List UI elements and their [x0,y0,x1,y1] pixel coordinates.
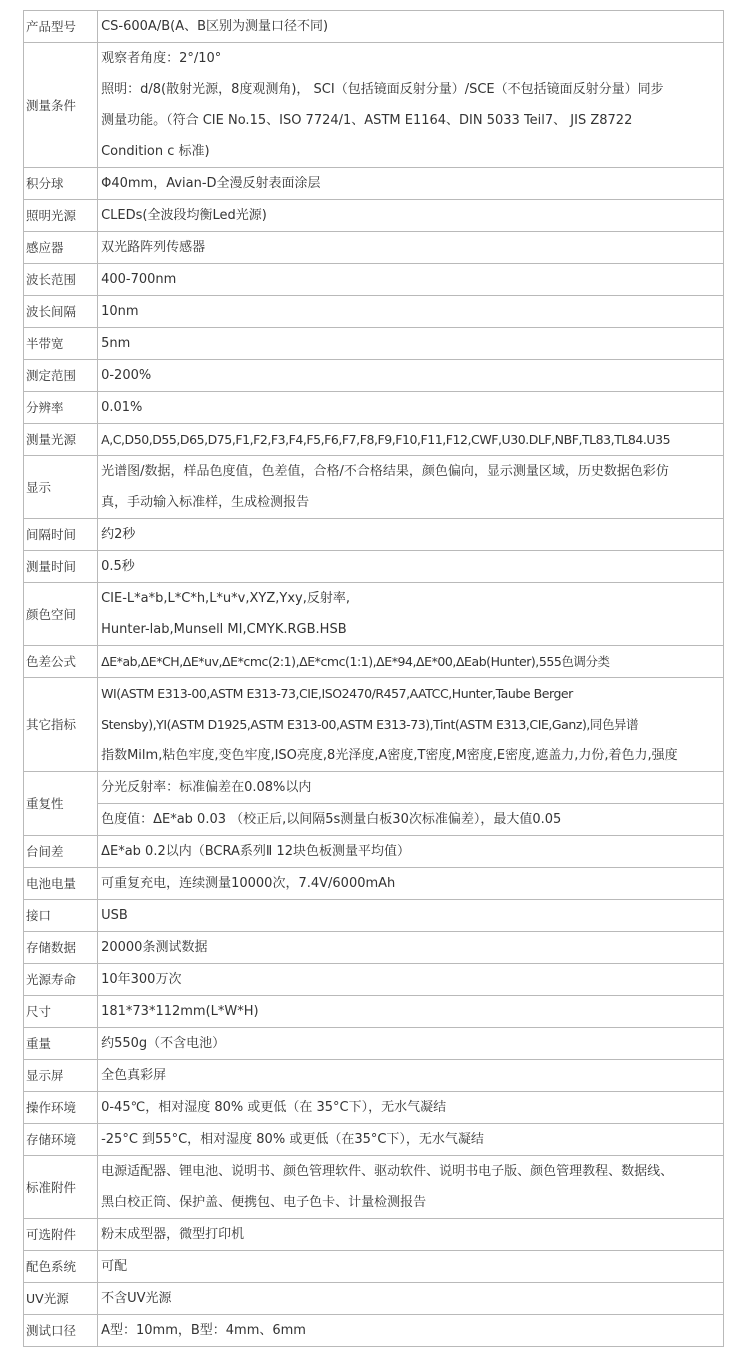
spec-value-line: Φ40mm，Avian-D全漫反射表面涂层 [101,176,321,191]
spec-value-line: 181*73*112mm(L*W*H) [101,1004,259,1019]
spec-label: 标准附件 [24,1156,98,1219]
spec-value-line: 0-45℃，相对湿度 80% 或更低（在 35°C下），无水气凝结 [101,1100,447,1115]
spec-label: 测量光源 [24,424,98,456]
spec-row [24,900,724,932]
spec-value-line: CS-600A/B(A、B区别为测量口径不同) [101,19,329,34]
spec-label: 半带宽 [24,328,98,360]
spec-value-line: 双光路阵列传感器 [101,240,206,255]
spec-label: 可选附件 [24,1219,98,1251]
spec-row [24,836,724,868]
spec-value [98,424,724,456]
spec-value [98,900,724,932]
spec-value [98,1219,724,1251]
spec-row [24,932,724,964]
spec-value-line: 光谱图/数据，样品色度值，色差值，合格/不合格结果，颜色偏向，显示测量区域，历史数据色彩仿 [101,464,669,479]
spec-value-line: 不含UV光源 [101,1291,172,1306]
spec-label: 存储环境 [24,1124,98,1156]
spec-value-line: 10nm [101,304,139,319]
spec-value [98,1251,724,1283]
spec-table [23,10,724,1347]
spec-value [98,1092,724,1124]
spec-label: 测试口径 [24,1315,98,1347]
spec-value-line: 约2秒 [101,527,136,542]
spec-value-line: 粉末成型器，微型打印机 [101,1227,245,1242]
spec-value-line: 可重复充电，连续测量10000次，7.4V/6000mAh [101,876,396,891]
spec-row [24,296,724,328]
spec-value-line: 可配 [101,1259,128,1274]
spec-value-line: 10年300万次 [101,972,182,987]
spec-value-line: Condition c 标准) [101,144,210,159]
spec-row [24,392,724,424]
spec-row [24,424,724,456]
spec-row [24,804,724,836]
spec-row [24,1060,724,1092]
spec-label: 重量 [24,1028,98,1060]
spec-value [98,264,724,296]
spec-row [24,519,724,551]
spec-row [24,264,724,296]
spec-row [24,996,724,1028]
spec-value [98,43,724,168]
spec-value-line: USB [101,908,128,923]
spec-value [98,551,724,583]
spec-row [24,551,724,583]
spec-label: 显示屏 [24,1060,98,1092]
spec-value [98,868,724,900]
spec-row [24,360,724,392]
spec-value [98,296,724,328]
spec-label: UV光源 [24,1283,98,1315]
spec-value-line: A型：10mm，B型：4mm、6mm [101,1323,306,1338]
spec-value-line: 真，手动输入标准样，生成检测报告 [101,495,310,510]
spec-label: 配色系统 [24,1251,98,1283]
spec-value [98,932,724,964]
spec-value-line: 约550g（不含电池） [101,1036,226,1051]
spec-row [24,964,724,996]
spec-value-line: 观察者角度：2°/10° [101,51,222,66]
spec-row [24,1283,724,1315]
spec-row [24,456,724,519]
spec-label: 间隔时间 [24,519,98,551]
spec-row [24,1124,724,1156]
spec-value-line: 电源适配器、锂电池、说明书、颜色管理软件、驱动软件、说明书电子版、颜色管理教程、数据线、 [101,1164,674,1179]
spec-value-line: ΔE*ab,ΔE*CH,ΔE*uv,ΔE*cmc(2:1),ΔE*cmc(1:1),ΔE*94,ΔE*00,ΔEab(Hunter),555色调分类 [101,654,610,669]
spec-value [98,583,724,646]
spec-row [24,678,724,772]
spec-value-line: 400-700nm [101,272,177,287]
spec-label: 显示 [24,456,98,519]
spec-row [24,200,724,232]
spec-value-line: 指数Milm,粘色牢度,变色牢度,ISO亮度,8光泽度,A密度,T密度,M密度,E密度,遮盖力,力份,着色力,强度 [101,748,678,763]
spec-label: 分辨率 [24,392,98,424]
spec-value-line: 全色真彩屏 [101,1068,167,1083]
spec-label: 波长间隔 [24,296,98,328]
spec-value [98,1283,724,1315]
spec-row [24,1315,724,1347]
spec-label: 接口 [24,900,98,932]
spec-value-line: 20000条测试数据 [101,940,208,955]
spec-label: 测量时间 [24,551,98,583]
spec-label: 积分球 [24,168,98,200]
spec-value [98,678,724,772]
spec-label: 测量条件 [24,43,98,168]
spec-row [24,168,724,200]
spec-value-line: CIE-L*a*b,L*C*h,L*u*v,XYZ,Yxy,反射率, [101,591,350,606]
spec-value-line: A,C,D50,D55,D65,D75,F1,F2,F3,F4,F5,F6,F7,F8,F9,F10,F11,F12,CWF,U30.DLF,NBF,TL83,TL84.U35 [101,432,671,447]
spec-value [98,232,724,264]
spec-row [24,11,724,43]
spec-value [98,328,724,360]
spec-value-line: 黑白校正筒、保护盖、便携包、电子色卡、计量检测报告 [101,1195,427,1210]
spec-value-line: Stensby),YI(ASTM D1925,ASTM E313-00,ASTM E313-73),Tint(ASTM E313,CIE,Ganz),同色异谱 [101,717,639,732]
spec-row [24,1028,724,1060]
spec-value-line: 5nm [101,336,131,351]
spec-value-line: 0.01% [101,400,143,415]
spec-table-body [24,11,724,1347]
spec-label: 重复性 [24,772,98,836]
spec-value-line: 0-200% [101,368,152,383]
spec-value [98,519,724,551]
spec-label: 颜色空间 [24,583,98,646]
spec-value [98,964,724,996]
spec-label: 其它指标 [24,678,98,772]
spec-value-line: Hunter-lab,Munsell MI,CMYK.RGB.HSB [101,622,347,637]
spec-value [98,996,724,1028]
spec-value [98,200,724,232]
spec-value-line: 测量功能。（符合 CIE No.15、ISO 7724/1、ASTM E1164、DIN 5033 Teil7、 JIS Z8722 [101,113,633,128]
spec-label: 台间差 [24,836,98,868]
spec-value [98,456,724,519]
spec-value [98,1028,724,1060]
spec-value-line: ΔE*ab 0.2以内（BCRA系列Ⅱ 12块色板测量平均值） [101,844,410,859]
spec-value [98,360,724,392]
spec-label: 操作环境 [24,1092,98,1124]
spec-row [24,772,724,804]
spec-value [98,11,724,43]
spec-label: 产品型号 [24,11,98,43]
spec-value [98,1124,724,1156]
spec-value-line: 0.5秒 [101,559,135,574]
spec-value [98,772,724,804]
spec-row [24,583,724,646]
spec-value [98,1156,724,1219]
spec-row [24,1092,724,1124]
spec-label: 波长范围 [24,264,98,296]
spec-value-line: 色度值：ΔE*ab 0.03 （校正后,以间隔5s测量白板30次标准偏差），最大值0.05 [101,812,562,827]
spec-value [98,1315,724,1347]
spec-label: 尺寸 [24,996,98,1028]
spec-row [24,232,724,264]
spec-row [24,1219,724,1251]
spec-label: 色差公式 [24,646,98,678]
spec-row [24,328,724,360]
spec-value-line: CLEDs(全波段均衡Led光源) [101,208,267,223]
spec-label: 照明光源 [24,200,98,232]
spec-label: 电池电量 [24,868,98,900]
spec-value [98,836,724,868]
spec-value [98,392,724,424]
spec-label: 测定范围 [24,360,98,392]
spec-label: 感应器 [24,232,98,264]
spec-row [24,1251,724,1283]
spec-value-line: 分光反射率：标准偏差在0.08%以内 [101,780,312,795]
spec-row [24,646,724,678]
spec-value [98,1060,724,1092]
spec-value-line: WI(ASTM E313-00,ASTM E313-73,CIE,ISO2470/R457,AATCC,Hunter,Taube Berger [101,686,573,701]
spec-label: 光源寿命 [24,964,98,996]
spec-row [24,868,724,900]
spec-value [98,168,724,200]
spec-row [24,1156,724,1219]
spec-label: 存储数据 [24,932,98,964]
spec-value-line: 照明：d/8(散射光源，8度观测角)， SCI（包括镜面反射分量）/SCE（不包括镜面反射分量）同步 [101,82,664,97]
spec-row [24,43,724,168]
spec-value-line: -25°C 到55°C，相对湿度 80% 或更低（在35°C下），无水气凝结 [101,1132,484,1147]
spec-value [98,646,724,678]
spec-value [98,804,724,836]
